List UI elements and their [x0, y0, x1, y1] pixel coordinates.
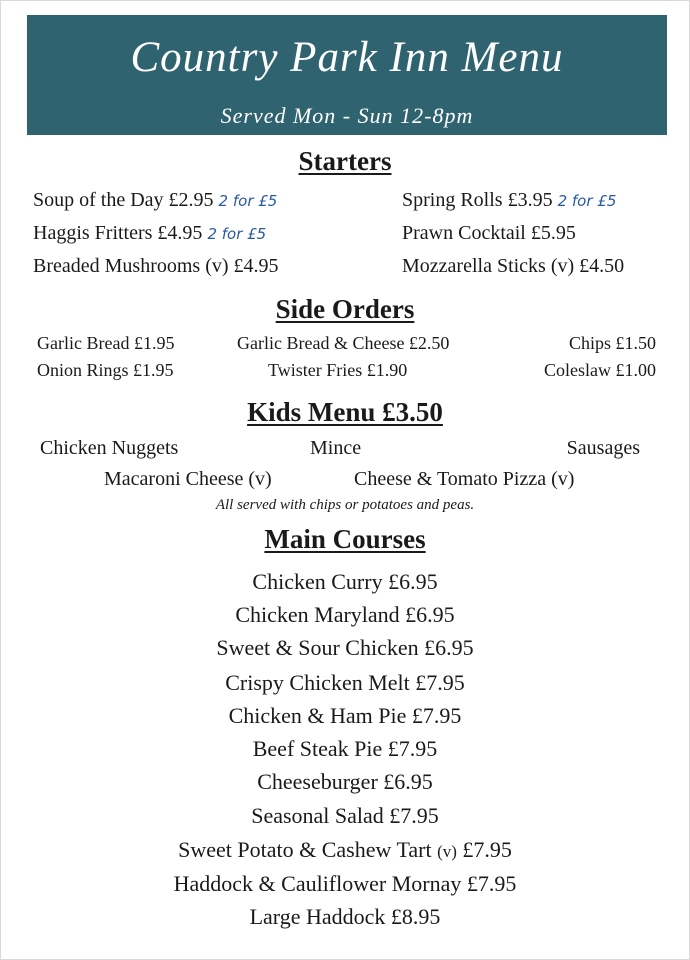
kids-item: Macaroni Cheese (v) — [104, 468, 272, 490]
side-item: Garlic Bread & Cheese £2.50 — [237, 333, 450, 353]
menu-header — [27, 15, 667, 135]
main-course-item: Chicken Curry £6.95 — [252, 569, 438, 594]
main-course-item: Cheeseburger £6.95 — [257, 769, 433, 794]
side-item: Twister Fries £1.90 — [268, 360, 408, 380]
main-courses-heading: Main Courses — [264, 524, 426, 554]
promo-badge: 2 for £5 — [557, 192, 617, 210]
starter-item: Breaded Mushrooms (v) £4.95 — [33, 255, 279, 277]
side-item: Coleslaw £1.00 — [544, 360, 656, 380]
side-item: Garlic Bread £1.95 — [37, 333, 175, 353]
starter-item: Spring Rolls £3.95 2 for £5 — [402, 189, 617, 211]
side-item: Chips £1.50 — [568, 333, 656, 353]
kids-item: Chicken Nuggets — [40, 437, 179, 459]
starter-item: Haggis Fritters £4.95 2 for £5 — [33, 222, 267, 244]
starter-item: Prawn Cocktail £5.95 — [402, 222, 576, 244]
kids-menu-note: All served with chips or potatoes and peas. — [215, 497, 475, 513]
menu-title: Country Park Inn Menu — [130, 34, 564, 81]
kids-item: Mince — [310, 437, 362, 459]
starters-heading: Starters — [298, 146, 392, 176]
kids-menu-heading: Kids Menu £3.50 — [247, 397, 443, 427]
promo-badge: 2 for £5 — [207, 225, 267, 243]
kids-item: Cheese & Tomato Pizza (v) — [354, 468, 575, 490]
starter-item: Mozzarella Sticks (v) £4.50 — [402, 255, 625, 277]
main-course-item: Sweet Potato & Cashew Tart (v) £7.95 — [178, 837, 512, 862]
serving-hours: Served Mon - Sun 12-8pm — [220, 103, 474, 128]
vegetarian-marker: (v) — [437, 842, 457, 861]
kids-item: Sausages — [566, 437, 640, 459]
main-course-item: Seasonal Salad £7.95 — [251, 803, 439, 828]
main-course-item: Sweet & Sour Chicken £6.95 — [216, 635, 474, 660]
main-course-item: Chicken Maryland £6.95 — [235, 602, 455, 627]
starter-item: Soup of the Day £2.95 2 for £5 — [33, 189, 278, 211]
main-course-item: Chicken & Ham Pie £7.95 — [228, 703, 462, 728]
promo-badge: 2 for £5 — [218, 192, 278, 210]
side-item: Onion Rings £1.95 — [37, 360, 174, 380]
main-course-item: Beef Steak Pie £7.95 — [252, 736, 438, 761]
main-course-item: Large Haddock £8.95 — [249, 904, 441, 929]
main-course-item: Haddock & Cauliflower Mornay £7.95 — [173, 871, 517, 896]
main-course-item: Crispy Chicken Melt £7.95 — [225, 670, 465, 695]
side-orders-heading: Side Orders — [275, 294, 415, 324]
